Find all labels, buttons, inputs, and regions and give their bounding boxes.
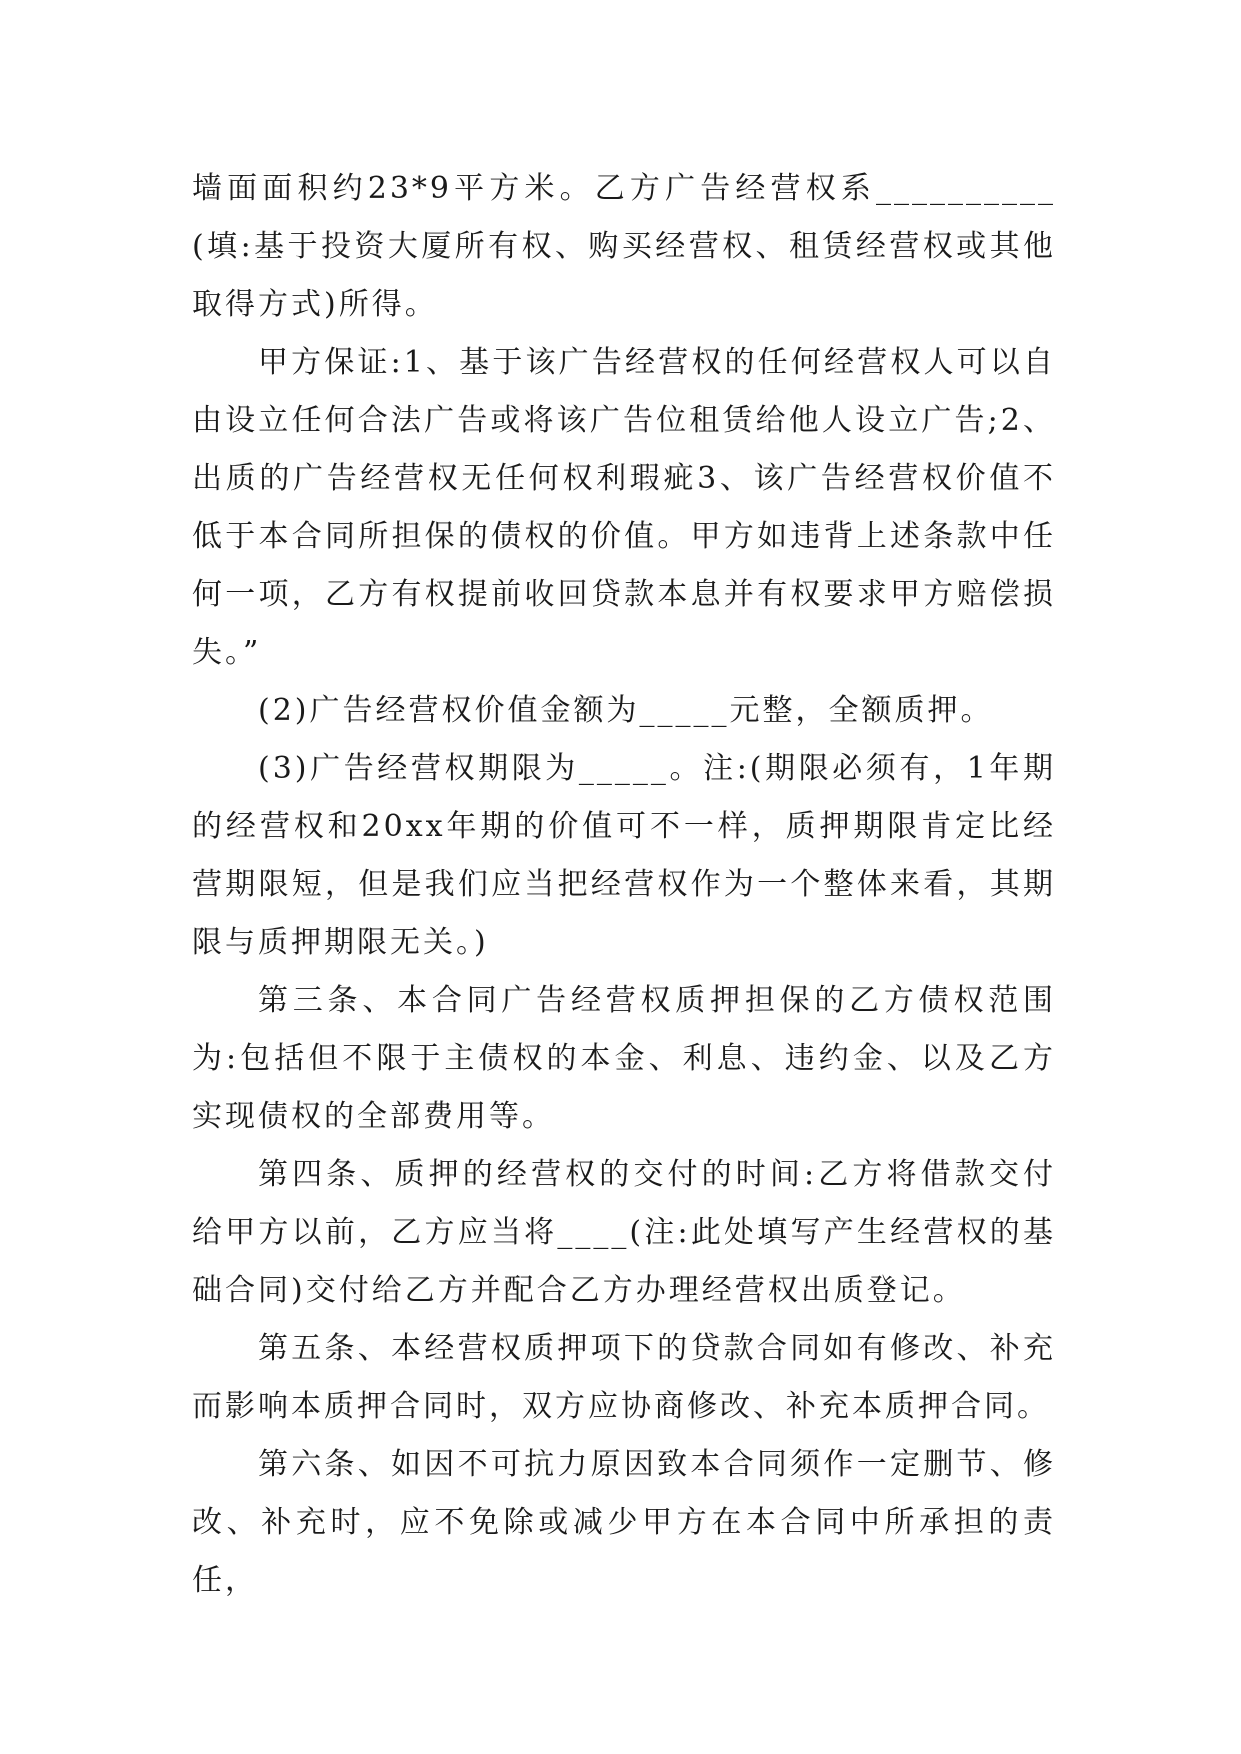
paragraph-party-a-guarantee: 甲方保证:1、基于该广告经营权的任何经营权人可以自由设立任何合法广告或将该广告位租赁给他人设立广告;2、出质的广告经营权无任何权利瑕疵3、该广告经营权价值不低于本合同所担保的债权的价值。甲方如违背上述条款中任何一项，乙方有权提前收回贷款本息并有权要求甲方赔偿损失。”	[192, 345, 1056, 670]
paragraph-wall-area: 墙面面积约23*9平方米。乙方广告经营权系__________(填:基于投资大厦所有权、购买经营权、租赁经营权或其他取得方式)所得。	[192, 171, 1056, 322]
paragraph-article-6: 第六条、如因不可抗力原因致本合同须作一定删节、修改、补充时，应不免除或减少甲方在本合同中所承担的责任，	[192, 1447, 1056, 1598]
paragraph-article-4: 第四条、质押的经营权的交付的时间:乙方将借款交付给甲方以前，乙方应当将____(注:此处填写产生经营权的基础合同)交付给乙方并配合乙方办理经营权出质登记。	[192, 1157, 1056, 1308]
paragraph-value-amount: (2)广告经营权价值金额为_____元整，全额质押。	[258, 693, 994, 728]
document-body	[192, 160, 1056, 1610]
paragraph-article-5: 第五条、本经营权质押项下的贷款合同如有修改、补充而影响本质押合同时，双方应协商修改、补充本质押合同。	[192, 1331, 1056, 1424]
paragraph-term: (3)广告经营权期限为_____。注:(期限必须有，1年期的经营权和20xx年期的价值可不一样，质押期限肯定比经营期限短，但是我们应当把经营权作为一个整体来看，其期限与质押期限无关。)	[192, 751, 1056, 960]
paragraph-article-3: 第三条、本合同广告经营权质押担保的乙方债权范围为:包括但不限于主债权的本金、利息、违约金、以及乙方实现债权的全部费用等。	[192, 983, 1056, 1134]
